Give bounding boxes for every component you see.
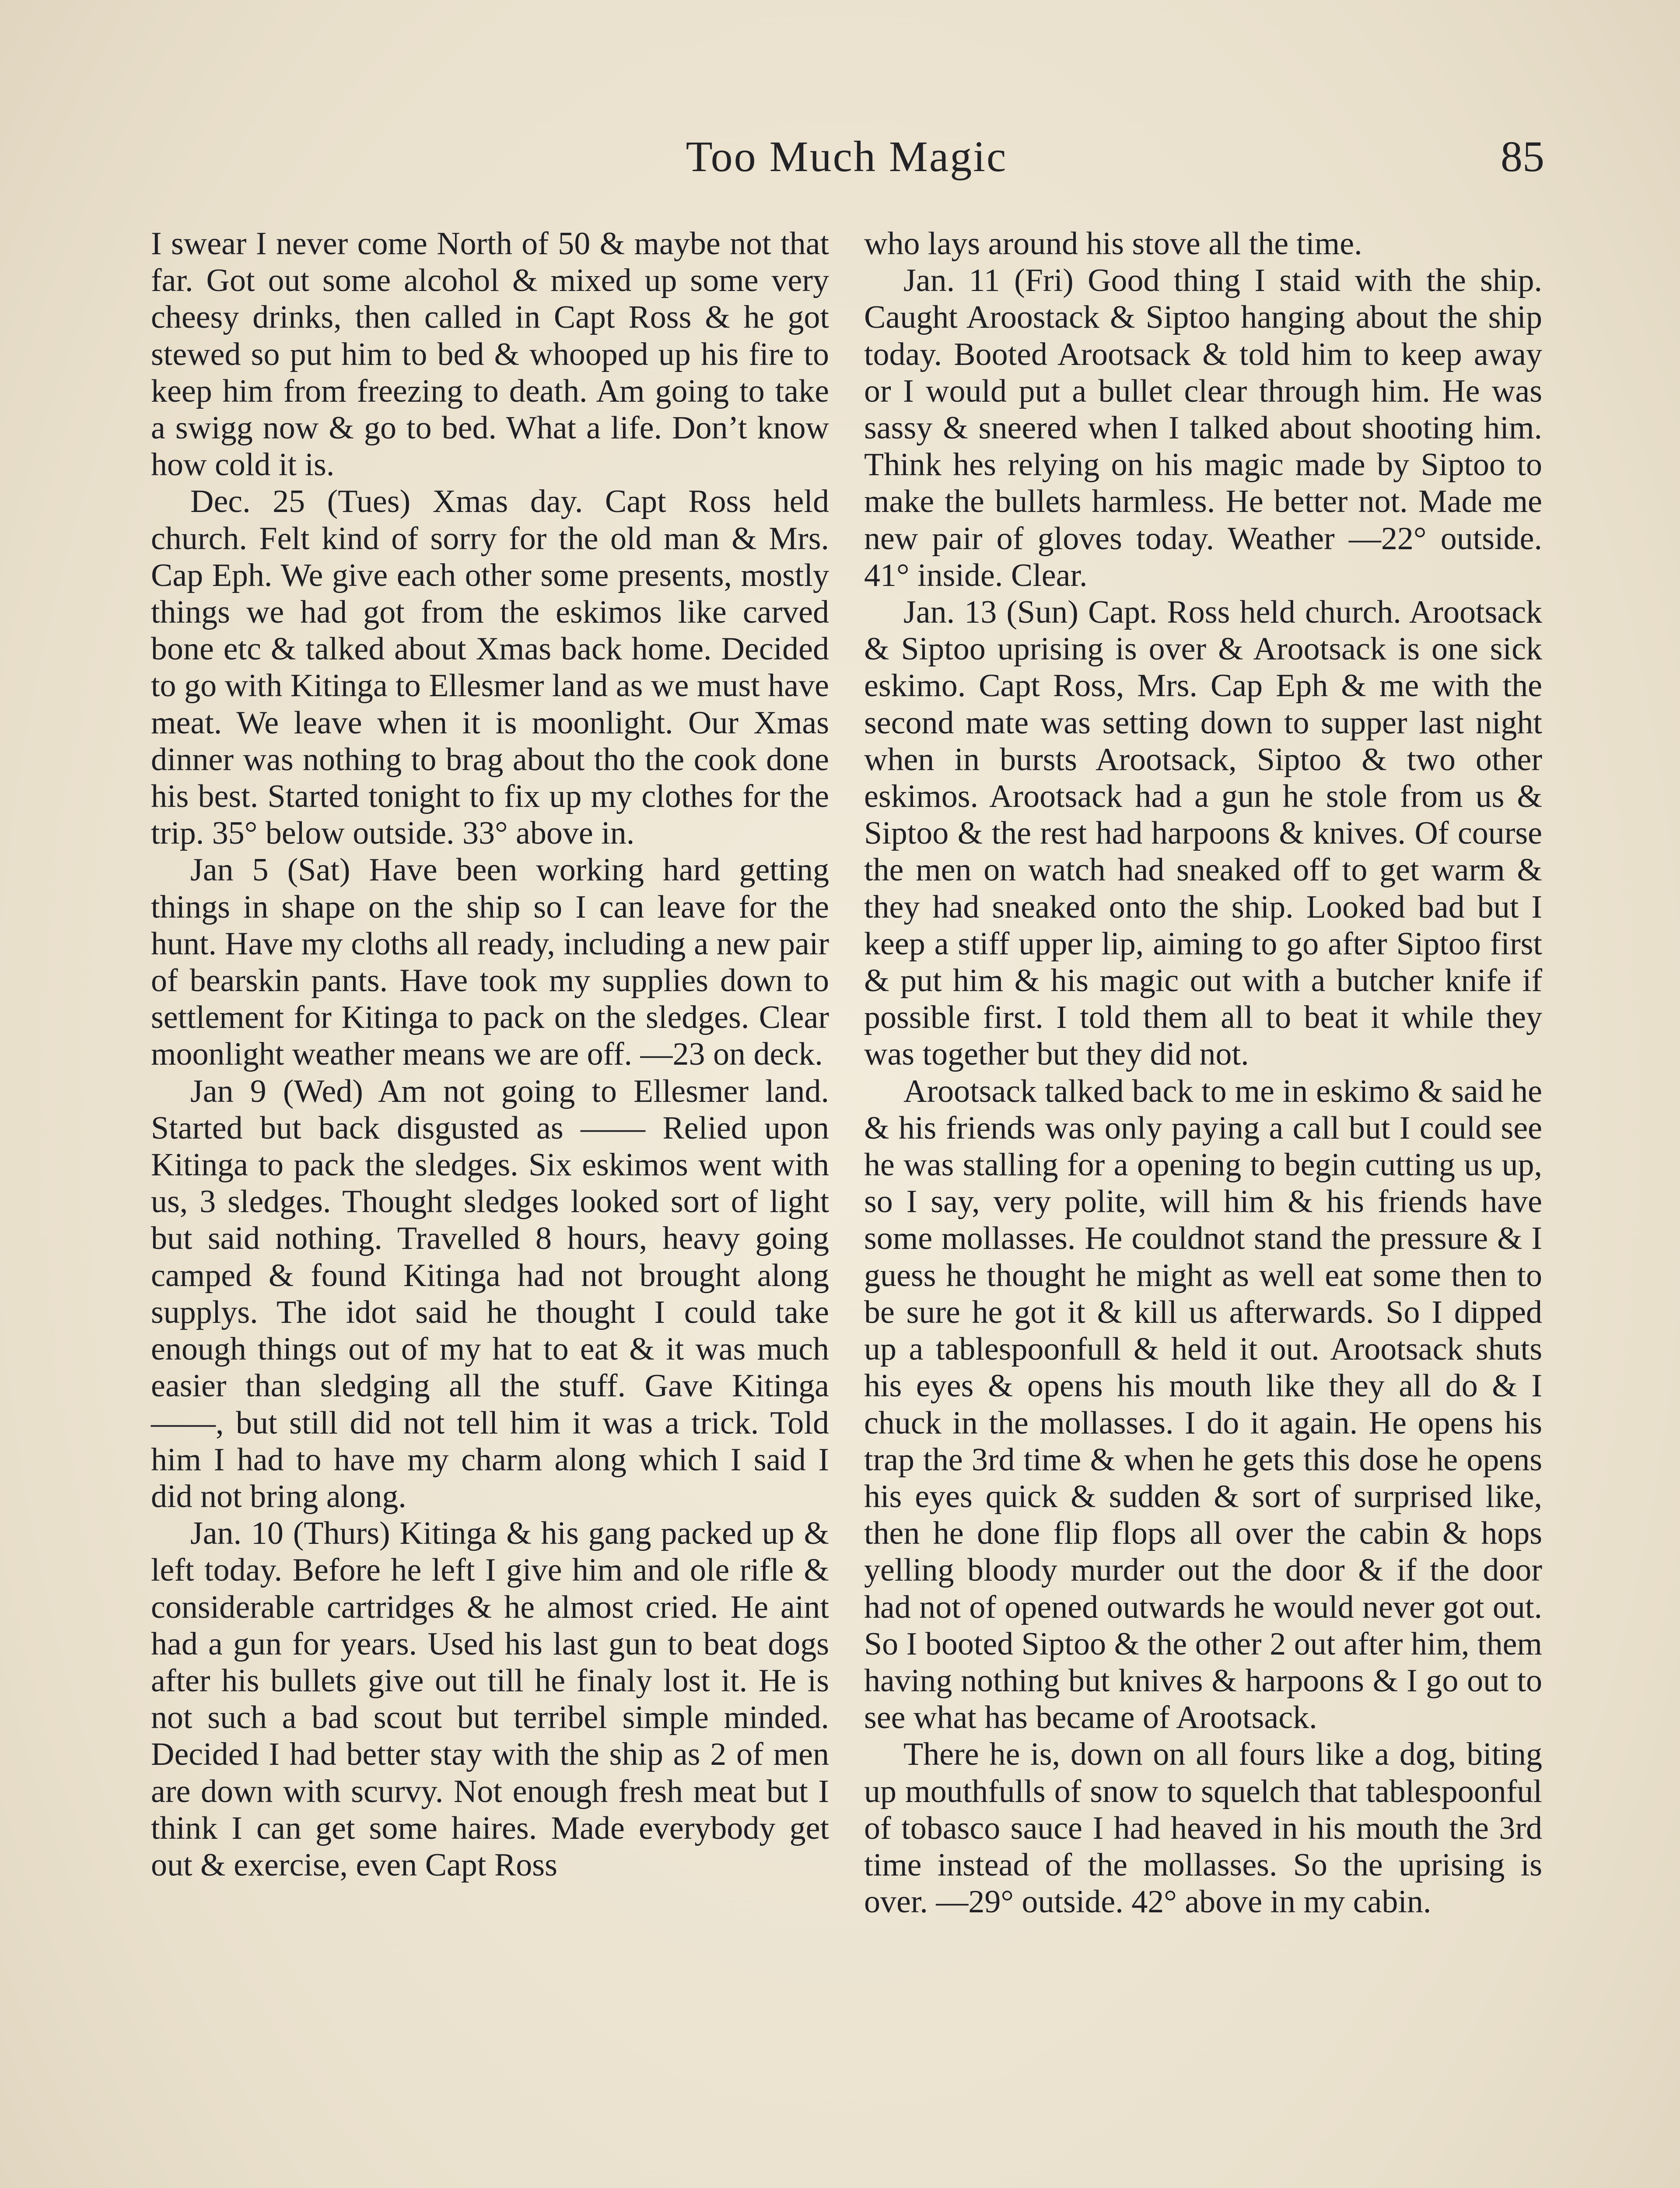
running-head-title: Too Much Magic: [686, 132, 1008, 181]
paragraph: Arootsack talked back to me in eskimo & said he & his friends was only paying a call but I could see he was stalling for a opening to begin cutting us up, so I say, very polite, will him & his friends have some mollasses. He couldnot stand the pressure & I guess he thought he might as well eat some then to be sure he got it & kill us afterwards. So I dipped up a tablespoonfull & held it out. Arootsack shuts his eyes & opens his mouth like they all do & I chuck in the mollasses. I do it again. He opens his trap the 3rd time & when he gets this dose he opens his eyes quick & sudden & sort of surprised like, then he done flip flops all over the cabin & hops yelling bloody murder out the door & if the door had not of opened outwards he would never got out. So I booted Siptoo & the other 2 out after him, them having nothing but knives & harpoons & I go out to see what has became of Arootsack.: [864, 1073, 1542, 1736]
left-column: [151, 225, 829, 1883]
right-column: [864, 225, 1542, 1920]
page-number: 85: [1501, 132, 1544, 181]
paragraph: Dec. 25 (Tues) Xmas day. Capt Ross held church. Felt kind of sorry for the old man & Mrs. Cap Eph. We give each other some presents, mostly things we had got from the eskimos like carved bone etc & talked about Xmas back home. Decided to go with Kitinga to Ellesmer land as we must have meat. We leave when it is moonlight. Our Xmas dinner was nothing to brag about tho the cook done his best. Started tonight to fix up my clothes for the trip. 35° below outside. 33° above in.: [151, 484, 829, 852]
paragraph: Jan 9 (Wed) Am not going to Ellesmer land. Started but back disgusted as —— Relied upon Kitinga to pack the sledges. Six eskimos went with us, 3 sledges. Thought sledges looked sort of light but said nothing. Travelled 8 hours, heavy going camped & found Kitinga had not brought along supplys. The idot said he thought I could take enough things out of my hat to eat & it was much easier than sledging all the stuff. Gave Kitinga ——, but still did not tell him it was a trick. Told him I had to have my charm along which I said I did not bring along.: [151, 1073, 829, 1515]
paragraph: Jan. 10 (Thurs) Kitinga & his gang packed up & left today. Before he left I give him and ole rifle & considerable cartridges & he almost cried. He aint had a gun for years. Used his last gun to beat dogs after his bullets give out till he finaly lost it. He is not such a bad scout but terribel simple minded. Decided I had better stay with the ship as 2 of men are down with scurvy. Not enough fresh meat but I think I can get some haires. Made everybody get out & exercise, even Capt Ross: [151, 1515, 829, 1883]
paragraph: Jan 5 (Sat) Have been working hard getting things in shape on the ship so I can leave for the hunt. Have my cloths all ready, including a new pair of bearskin pants. Have took my supplies down to settlement for Kitinga to pack on the sledges. Clear moonlight weather means we are off. —23 on deck.: [151, 852, 829, 1073]
paragraph: I swear I never come North of 50 & maybe not that far. Got out some alcohol & mixed up some very cheesy drinks, then called in Capt Ross & he got stewed so put him to bed & whooped up his fire to keep him from freezing to death. Am going to take a swigg now & go to bed. What a life. Don’t know how cold it is.: [151, 226, 829, 483]
page-header: [149, 131, 1544, 197]
paragraph: who lays around his stove all the time.: [864, 226, 1362, 262]
paragraph: There he is, down on all fours like a dog, biting up mouthfulls of snow to squelch that tablespoonful of tobasco sauce I had heaved in his mouth the 3rd time instead of the mollasses. So the uprising is over. —29° outside. 42° above in my cabin.: [864, 1736, 1542, 1920]
paragraph: Jan. 13 (Sun) Capt. Ross held church. Arootsack & Siptoo uprising is over & Arootsack is one sick eskimo. Capt Ross, Mrs. Cap Eph & me with the second mate was setting down to supper last night when in bursts Arootsack, Siptoo & two other eskimos. Arootsack had a gun he stole from us & Siptoo & the rest had harpoons & knives. Of course the men on watch had sneaked off to get warm & they had sneaked onto the ship. Looked bad but I keep a stiff upper lip, aiming to go after Siptoo first & put him & his magic out with a butcher knife if possible first. I told them all to beat it while they was together but they did not.: [864, 594, 1542, 1073]
paragraph: Jan. 11 (Fri) Good thing I staid with the ship. Caught Aroostack & Siptoo hanging about the ship today. Booted Arootsack & told him to keep away or I would put a bullet clear through him. He was sassy & sneered when I talked about shooting him. Think hes relying on his magic made by Siptoo to make the bullets harmless. He better not. Made me new pair of gloves today. Weather —22° outside. 41° inside. Clear.: [864, 263, 1542, 593]
